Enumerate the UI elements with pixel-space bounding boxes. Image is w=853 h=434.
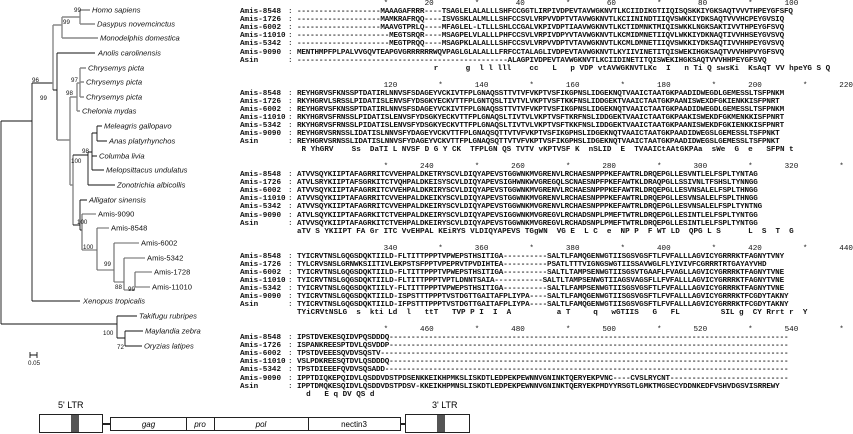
bootstrap-value: 99 (63, 19, 70, 26)
alignment-block (240, 81, 853, 164)
alignment-row (240, 220, 779, 228)
sequence: ATVVSQYKIIPTAFAGRRITCVVEHPALDKRIRYSCVLDIQYAPEVSTGGWNKMVGRENVLRCHAESNPPPKEFAWTRLDRQEPGLLESVNSALELFSPLTHNGG (297, 187, 758, 196)
sequence: IPPTDMQKESQIDVLQSDDVDSTPDSV-KKEIKHPMNSLISKDTLEDPEKPEWNNVGNINKTQERYEKPMDYYRSGTLGMKTMGSECYDDNKEDFVSHVDGSVISRREWY (297, 382, 780, 391)
tree-leaf: Amis-6002 (141, 238, 178, 248)
sequence-name: Amis-6002 (240, 105, 282, 114)
phylogenetic-tree (0, 0, 240, 400)
sequence: TPSTDIEEEFQVDVSQSADD-------------------------------------------------------------------------------------------- (297, 366, 789, 375)
sequence-name: Asin (240, 56, 259, 65)
separator: : (288, 276, 293, 285)
sequence: REYHGRVSRNSSLIDATISLNNVSFYDAGEYVCKVTTFPLGNAQSQTTVTVFVKPTVSFIKGPHSLIDGEKNQTVAAICTAATGKPAADIDWEGSLGEMESSLTSFPNKT (297, 138, 780, 147)
sequence-name: Amis-8548 (240, 252, 282, 261)
alignment-row (240, 187, 779, 195)
separator: : (288, 252, 293, 261)
alignment-row (240, 301, 789, 310)
separator: : (288, 211, 293, 220)
separator: : (288, 187, 293, 196)
alignment-row (240, 32, 784, 41)
sequence-name: Amis-11010 (240, 276, 286, 285)
alignment-row (240, 57, 779, 65)
alignment-row (240, 24, 784, 33)
separator: : (288, 342, 293, 351)
bootstrap-value: 98 (66, 90, 73, 97)
coding-region-box (110, 417, 401, 431)
provirus-structure-diagram (0, 400, 779, 434)
separator: : (288, 24, 293, 33)
sequence: REYHGRVSFKNSSPTDATIRLNNVSFSDAGEYVCKIVTFPLGNAQSSTTVTVFVKPTVSFIKGPNSLIDGEKNQTVAAICTAATGKPAADIDWEGDLGEMESSLTSFPNKM (297, 105, 784, 114)
separator: : (288, 121, 293, 130)
separator: : (288, 16, 293, 25)
bootstrap-value: 99 (40, 95, 47, 102)
sequence: TYICRVTNSLGQGSDQKTIILD-FLTITTPPPTVPWEPSTHSITIGA----------SALTLTAMPSENWGTIISGSVTGAAFLFVAGLLAGVICYGRRRKTFAGNYTVNE (297, 268, 784, 277)
position-ruler: 340 * 360 * 380 * 400 * 420 * 440 (297, 244, 853, 253)
separator: : (288, 40, 293, 49)
separator: : (288, 334, 293, 343)
alignment-block (240, 326, 844, 408)
sequence: ---------------------MEGTPRQQ----MSAGPKLALALLLSHFCCSVLVRPVVDPTVTAVWGKNVTLKCMLDMNETIIQVSWKKIYDKSAQTIVVHHPEYGVSVQ (297, 40, 784, 49)
bootstrap-value: 97 (71, 77, 78, 84)
consensus-line: TYiCRVtNSLG s kti Ld l ttT TVP P I I A a T q wGTIIS G FL SIL g CY Rrrt r Y (297, 309, 808, 318)
separator: : (288, 97, 293, 106)
separator: : (288, 293, 293, 302)
sequence-name: Amis-1726 (240, 16, 282, 25)
ltr5-label: 5' LTR (58, 400, 84, 410)
separator: : (288, 48, 293, 57)
sequence-name: Amis-6002 (240, 187, 282, 196)
tree-leaf: Chelonia mydas (82, 106, 137, 116)
sequence: ATVVSQYKIIPTAFAGRRITCVVEHPALDKEIRYSCVLDIQYAPEVSTGGWNKMVGRENVLRCHAESNPPPKEFAWTRLDRQEPGLLESVNSALELFSPLTYNTNG (297, 203, 763, 212)
tree-leaf: Maylandia zebra (145, 326, 201, 336)
alignment-row (240, 350, 789, 359)
alignment-row (240, 121, 784, 130)
sequence: RKYHGRVLSRSSLPIDATISLENVSFYDSGKYECKVTTFPLGNTQSLTIVTVLVKPTVSFTKKFNSLIDDGEKTVAAICTAATGKPAANISWEXDFGKIENKKISFPNRT (297, 97, 780, 106)
sequence: TYICRVTNSLGQGSDQKTIILD-ISPSTTTPPPTVSTDGTTGAITAFPLIYPA----SALTLFAMQGENWGTIISGSVGSFTLFVFALLLAGVICYGRRRKTFCGDYTAKNY (297, 293, 789, 302)
alignment-row (240, 293, 789, 302)
separator: : (288, 268, 293, 277)
alignment-row (240, 195, 779, 203)
tree-leaf: Homo sapiens (92, 5, 141, 15)
consensus-line: r g l l lll cc L p VDP vtAVWGKNVTLKc I n Ti Q swsKi KsAqT VV hpeYG S Q (297, 64, 831, 73)
segment-pro: pro (186, 418, 215, 430)
ltr3-label: 3' LTR (432, 400, 458, 410)
consensus-line: d E q DV QS d (297, 390, 375, 399)
sequence-name: Amis-6002 (240, 350, 282, 359)
bootstrap-value: 99 (128, 286, 135, 293)
separator: : (288, 32, 293, 41)
tree-leaf: Zonotrichia albicollis (117, 180, 186, 190)
sequence-name: Amis-8548 (240, 89, 282, 98)
alignment-row (240, 48, 784, 57)
alignment-row (240, 113, 784, 122)
separator: : (288, 171, 293, 180)
alignment-row (240, 252, 784, 261)
consensus-line: aTV S YKIIPT FA Gr ITC VvEHPAL KEiRYS VLDIQYAPEVS TGgWN VG E L C e NP P F WT LD QPG L S L S T G (297, 227, 794, 236)
segment-pol: pol (214, 418, 309, 430)
sequence: TYICRVTNSLGQGSDQKTIILD-IFPSTTTPPPTVSTDGTTGAITAFPLIYPA----SALTLFAMQGENWGTIISGSVGSFTLFVFALLLAGVICYGRRRKTFCGDYTAKNY (297, 301, 789, 310)
alignment-row (240, 334, 789, 343)
tree-leaf: Amis-8548 (111, 223, 148, 233)
alignment-row (240, 138, 779, 146)
tree-leaf: Melopsittacus undulatus (106, 165, 188, 175)
sequence: -------------------MAAAGAFRRR----TSAGLELALALLLSHFCCGGTLIRPIVDPEVTAVWGKNVTLKCIIDIKGTIIQISQSKKIYGKSAQTVVVTHPEYGFSFQ (297, 8, 793, 17)
separator: : (288, 203, 293, 212)
sequence-name: Asin (240, 301, 259, 310)
sequence: TPSTDVEEESQVDVSQSTV--------------------------------------------------------------------------------------------- (297, 350, 789, 359)
tree-leaf: Alligator sinensis (89, 195, 146, 205)
sequence-name: Amis-11010 (240, 113, 286, 122)
position-ruler: * 20 * 40 * 60 * 80 * 100 (297, 0, 799, 8)
sequence: ATVLSQYKIIPTAFAGRKITCTVEHPALDKEIRYSCVLDIQYAPEVSIGGWNKMVGREGVLRCHADSNPLPMEFTWTRLDRQEPGLLESINTLELFSPLTYNTGG (297, 211, 758, 220)
tree-leaf: Chrysemys picta (88, 63, 145, 73)
sequence: ATVLSRYKIIPTAFSGRKITCTVQHPALDKEISYSCVLDIQYAPEVSIGHWNKWVGREGQLSCNAESNPFPKEFAWTKLDRAQPGLLSSIVNLTFSHSLTYNNGG (297, 179, 758, 188)
sequence: ------------------------------------------------ALAGPIVDPEVTAVWGKNVTLKCIIDINETITQISWEKIHGKSAQTVVVHHPEYGFSVQ (297, 56, 767, 65)
alignment-row (240, 276, 784, 285)
sequence: ATVVSQYKIIPTAFAGRKITCTVEHPALDKEIRYSCVLDIQYAPEVSTGGWNKMVGREGVLRCHADSNPLPMEFTWTRLDRQEPGLLESINTLELFSPLTYNTGG (297, 219, 758, 228)
sequence-name: Amis-1726 (240, 97, 282, 106)
bootstrap-value: 88 (115, 284, 122, 291)
sequence: RKYHGRVSFRNSSLPIDATISLENVSFYDSGKYECKVTTFPLGNAQSLTIVTVLVKPTVSFTKKFNSLIDDGEKTVAAICTAATGKPAANISWEKDFGKIENKKISFPNRT (297, 121, 784, 130)
alignment-row (240, 358, 789, 367)
alignment-row (240, 179, 779, 187)
position-ruler: 120 * 140 * 160 * 180 * 200 * 220 (297, 81, 853, 90)
sequence-name: Amis-5342 (240, 366, 282, 375)
alignment-row (240, 89, 784, 98)
bootstrap-value: 100 (77, 219, 88, 226)
separator: : (288, 195, 293, 204)
connector (103, 423, 110, 425)
separator: : (288, 105, 293, 114)
position-ruler: * 240 * 260 * 280 * 300 * 320 * (297, 163, 844, 171)
sequence-name: Amis-9090 (240, 211, 282, 220)
alignment-block (240, 0, 831, 82)
alignment-row (240, 203, 779, 211)
segment-nectin3: nectin3 (341, 420, 367, 429)
alignment-row (240, 16, 784, 25)
separator: : (288, 8, 293, 17)
sequence-name: Amis-9090 (240, 130, 282, 139)
tree-leaf: Meleagris gallopavo (104, 121, 172, 131)
sequence-alignment (240, 0, 853, 408)
tree-leaf: Xenopus tropicalis (83, 296, 146, 306)
bootstrap-value: 100 (83, 244, 94, 251)
tree-leaf: Anolis carolinensis (98, 48, 161, 58)
sequence-name: Amis-11010 (240, 358, 286, 367)
tree-leaf: Amis-1728 (154, 267, 191, 277)
ltr5-box (39, 414, 103, 433)
separator: : (288, 89, 293, 98)
sequence: -------------------MAMKRAFRQQ----ISVGSKLALMLLLSHFCCSVLVRPVVDPTVTAVWGKNVTLKCIININDTIIQVSWKKIYDKSAQTVVVHCPEYGVSIQ (297, 16, 784, 25)
separator: : (288, 284, 293, 293)
alignment-row (240, 212, 779, 220)
consensus-line: R YhGRV Ss DaTI L NVSF D G Y CK TFPLGN QS TVTV vKPTVSF K nSLID E TVAAICtAAtGKPAa sWe G e SFPN t (297, 146, 794, 155)
sequence-name: Asin (240, 219, 259, 228)
separator: : (288, 350, 293, 359)
tree-leaf: Amis-5342 (147, 253, 184, 263)
tree-leaf: Oryzias latipes (144, 341, 194, 351)
sequence-name: Amis-9090 (240, 293, 282, 302)
sequence-name: Amis-9090 (240, 374, 282, 383)
sequence: REYHGRVSRNSSLIDATISLNNVSFYDAGEYVCKVTTFPLGNAQSQTTVTVFVKPTVSFIKGPHSLIDGEKNQTVAAICTAATGKPAADIDWEGSLGEMESSLTSFPNKT (297, 130, 780, 139)
alignment-row (240, 98, 779, 106)
sequence-name: Amis-8548 (240, 8, 282, 17)
alignment-row (240, 342, 789, 351)
alignment-row (240, 40, 784, 49)
sequence: TYICRVTNSLGQGSDQKTIILY-FLTITTPPPTVPWEPSTHSITIGA----------SALTLFAMPSENWGTIISGSVGSFTLFVFALLLAGVICYGRRRKTFAGNYTVNE (297, 284, 784, 293)
sequence: -------------------MAAVGTPRLQ----MFAGLEL-LTLLLSHLCCGALVKPIVDPTIAAVWGKNVTLKCTIDMNKTMIQISWKKLNGKSAKTIVVTHPEYGFSVQ (297, 24, 784, 33)
sequence-name: Amis-6002 (240, 24, 282, 33)
sequence: ATVVSQYKIIPTAFAGRRITCVVEHPALDKEIKYSCVLDIQYAPEVSTGGWNKMVGRENVLRCHAESNPPPKEFAWTRLDRQEPGLLESVNSALELFSPLTHNGG (297, 195, 758, 204)
separator: : (288, 138, 293, 147)
sequence-name: Amis-5342 (240, 203, 282, 212)
bootstrap-value: 98 (82, 148, 89, 155)
bootstrap-value: 96 (32, 77, 39, 84)
alignment-row (240, 130, 779, 138)
alignment-row (240, 171, 779, 179)
sequence-name: Amis-11010 (240, 32, 286, 41)
tree-leaf: Chrysemys picta (86, 92, 143, 102)
bootstrap-value: 100 (103, 330, 114, 337)
alignment-block (240, 244, 853, 327)
separator: : (288, 130, 293, 139)
bootstrap-value: 99 (104, 261, 111, 268)
tree-leaf: Takifugu rubripes (139, 311, 197, 321)
separator: : (288, 219, 293, 228)
separator: : (288, 382, 293, 391)
sequence-name: Amis-5342 (240, 121, 282, 130)
sequence-name: Amis-5342 (240, 284, 282, 293)
sequence: RKYHGRVSFRNSSLPIDATISLENVSFYDSGKYECKVTTFPLGNAQSLTIVTVLVKPTVSFTKRFNSLIDDGEKTVAAICTAATGKPAAKISWEKDFGKMENKKISFPNRT (297, 113, 784, 122)
sequence-name: Amis-8548 (240, 334, 282, 343)
alignment-row (240, 105, 784, 114)
sequence: IPSTDVEKESQIDVPQSDDDQ------------------------------------------------------------------------------------------- (297, 334, 789, 343)
sequence: TYLCRVSNSLGRNWKSIITIVLEKPSTSFPPTVPEPRVTPVDIHTEA----------PSATLTTTVIGNGSWGTIISSAVWGLFLYIVIVFCGRRRTRTGAYAYVHD (297, 260, 767, 269)
separator: : (288, 260, 293, 269)
position-ruler: * 460 * 480 * 500 * 520 * 540 * (297, 326, 844, 334)
segment-gag: gag (111, 418, 187, 430)
sequence-name: Amis-6002 (240, 268, 282, 277)
alignment-row (240, 284, 784, 293)
sequence-name: Amis-5342 (240, 40, 282, 49)
sequence-name: Amis-1726 (240, 342, 282, 351)
tree-leaf: Columba livia (99, 151, 145, 161)
bootstrap-value: 72 (117, 344, 124, 351)
sequence-name: Asin (240, 138, 259, 147)
ltr3-box (405, 414, 470, 433)
alignment-row (240, 366, 789, 375)
bootstrap-value: 99 (74, 7, 81, 14)
separator: : (288, 113, 293, 122)
scale-bar-label: 0.05 (28, 360, 41, 367)
sequence-name: Amis-8548 (240, 171, 282, 180)
sequence: IPPTDIQKEPQIDVLQSDDVDSTPDSENKKEIKHPMKSLISKDTLEDPEKPEWNNVGNINKTQERYEKPVNC----CVSLRYCNT--------------------------- (297, 374, 789, 383)
bootstrap-value: 100 (71, 158, 82, 165)
tree-leaf: Amis-9090 (98, 209, 135, 219)
sequence: TYICRVTNSLGQGSDQKTIILD-FLTITTPPPTVPTLDNNTSAIA-----------SALTLTAMPSENWGTIIAGSVAGSFLLFVFALLLAGVICYGRRRKTFAGNYTVNE (297, 276, 784, 285)
separator: : (288, 179, 293, 188)
sequence-name: Asin (240, 382, 259, 391)
alignment-row (240, 383, 779, 391)
separator: : (288, 301, 293, 310)
alignment-row (240, 261, 779, 269)
sequence-name: Amis-11010 (240, 195, 286, 204)
separator: : (288, 56, 293, 65)
alignment-row (240, 374, 789, 383)
tree-leaf: Dasypus novemcinctus (97, 19, 176, 29)
sequence: VSLPDKREESQTDVLQSDDDQ------------------------------------------------------------------------------------------- (297, 358, 789, 367)
sequence: TYICRVTNSLGQGSDQKTIILD-FLTITTPPPTVPWEPSTHSITIGA----------SALTLFAMQGENWGTIISGSVGSFTLFVFALLLAGVICYGRRRKTFAGNYTVNY (297, 252, 784, 261)
sequence-name: Amis-1726 (240, 260, 282, 269)
separator: : (288, 374, 293, 383)
tree-leaf: Amis-11010 (152, 282, 192, 292)
alignment-row (240, 268, 784, 277)
alignment-block (240, 163, 844, 245)
tree-leaf: Anas platyrhynchos (109, 136, 176, 146)
alignment-row (240, 8, 793, 17)
separator: : (288, 366, 293, 375)
sequence-name: Amis-9090 (240, 48, 282, 57)
sequence-name: Amis-1726 (240, 179, 282, 188)
sequence: MENTHMPFPLPALVVGQVTEAPGVGRRRRRRWQVPAGLGLALALLLFRFCCTALAGLIVDPEVTAVWGKNVTLKYIIVINETITQISWEKIHGKSAQTVVVHHPVYGFSVQ (297, 48, 784, 57)
tree-leaf: Chrysemys picta (86, 77, 143, 87)
tree-leaf: Monodelphis domestica (100, 33, 180, 43)
sequence: ISPANKREESPTDVLQSVDDP------------------------------------------------------------------------------------------- (297, 342, 789, 351)
separator: : (288, 358, 293, 367)
sequence: ATVVSQYKIIPTAFAGRRITCVVEHPALDKETRYSCVLDIQYAPEVSTGGWNKMVGRENVLRCHAESNPPPKEFAWTRLDRQEPGLLESVNTLELFSPLTYNTAG (297, 171, 758, 180)
sequence: REYHGRVSFKNSSPTDATIRLNNVSFSDAGEYVCKIVTFPLGNAQSSTTVTVFVKPTVSFIKGPNSLIDGEKNQTVAAICTAATGKPAADIDWEGDLGEMESSLTSFPNKM (297, 89, 784, 98)
sequence: ---------------------MEGTSRQR----MSAGPELVLALLLPHFCCSVLVRPIVDPYVTAVWGKNVTLKCMIDMNETIIQVLWKKIYDKNAQTIVVHHSEYGVSVQ (297, 32, 784, 41)
